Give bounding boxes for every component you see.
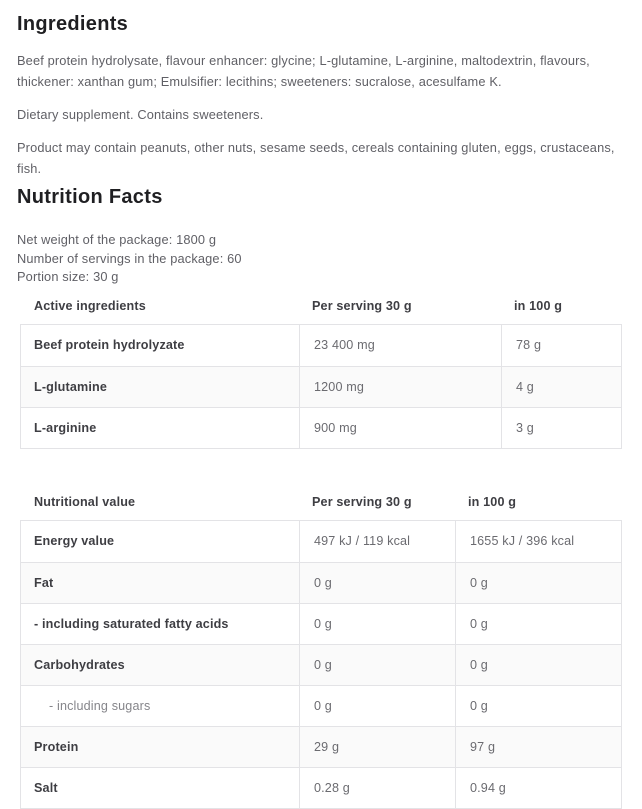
row-label: L-arginine (34, 420, 97, 435)
active-ingredients-table (20, 299, 622, 449)
value-per-100g: 0.94 g (455, 768, 621, 808)
table-row (21, 685, 621, 726)
table-row (21, 521, 621, 562)
value-per-100g: 4 g (501, 367, 621, 407)
allergen-note-text: Product may contain peanuts, other nuts, sesame seeds, cereals containing gluten, eggs, crustaceans, fish. (17, 140, 615, 176)
nutritional-value-table-body (20, 520, 622, 809)
nutritional-value-table-header (20, 495, 622, 509)
table-row (21, 407, 621, 448)
column-header-per-serving: Per serving 30 g (312, 494, 412, 509)
ingredients-title: Ingredients (17, 13, 129, 35)
value-per-serving: 23 400 mg (299, 325, 501, 366)
row-label: Protein (34, 739, 79, 754)
portion-size-line: Portion size: 30 g (17, 269, 119, 284)
column-header-active-ingredients: Active ingredients (34, 298, 146, 313)
table-row (21, 644, 621, 685)
value-per-100g: 0 g (455, 563, 621, 603)
nutrition-facts-title: Nutrition Facts (17, 186, 163, 208)
value-per-serving: 497 kJ / 119 kcal (299, 521, 455, 562)
value-per-100g: 3 g (501, 408, 621, 448)
value-per-serving: 0.28 g (299, 768, 455, 808)
net-weight-line: Net weight of the package: 1800 g (17, 232, 217, 247)
row-label: Carbohydrates (34, 657, 125, 672)
table-row (21, 726, 621, 767)
row-label: L-glutamine (34, 379, 108, 394)
value-per-100g: 78 g (501, 325, 621, 366)
row-label: Energy value (34, 534, 115, 548)
column-header-per-100g: in 100 g (514, 298, 563, 313)
value-per-serving: 0 g (299, 563, 455, 603)
active-ingredients-table-body (20, 324, 622, 449)
column-header-nutritional-value: Nutritional value (34, 494, 136, 509)
supplement-note-text: Dietary supplement. Contains sweeteners. (17, 107, 264, 122)
column-header-per-100g: in 100 g (468, 494, 517, 509)
table-row (21, 767, 621, 808)
active-ingredients-table-header (20, 299, 622, 313)
package-meta-block (17, 231, 625, 287)
row-label: Salt (34, 780, 58, 795)
value-per-100g: 0 g (455, 604, 621, 644)
servings-line: Number of servings in the package: 60 (17, 250, 242, 266)
table-row (21, 603, 621, 644)
row-label: - including sugars (49, 698, 151, 713)
value-per-100g: 97 g (455, 727, 621, 767)
table-row (21, 366, 621, 407)
value-per-serving: 0 g (299, 604, 455, 644)
row-label: Beef protein hydrolyzate (34, 338, 185, 352)
value-per-serving: 900 mg (299, 408, 501, 448)
row-label: Fat (34, 575, 54, 590)
column-header-per-serving: Per serving 30 g (312, 298, 412, 313)
value-per-serving: 0 g (299, 686, 455, 726)
value-per-100g: 0 g (455, 645, 621, 685)
nutritional-value-table (20, 495, 622, 809)
value-per-serving: 1200 mg (299, 367, 501, 407)
value-per-100g: 0 g (455, 686, 621, 726)
table-row (21, 562, 621, 603)
value-per-serving: 29 g (299, 727, 455, 767)
ingredients-composition-text: Beef protein hydrolysate, flavour enhancer: glycine; L-glutamine, L-arginine, maltodextrin, flavours, thickener: xanthan gum; Emulsifier: lecithins; sweeteners: sucralose, acesulfame K. (17, 53, 590, 89)
row-label: - including saturated fatty acids (34, 616, 229, 631)
table-row (21, 325, 621, 366)
value-per-100g: 1655 kJ / 396 kcal (455, 521, 621, 562)
value-per-serving: 0 g (299, 645, 455, 685)
